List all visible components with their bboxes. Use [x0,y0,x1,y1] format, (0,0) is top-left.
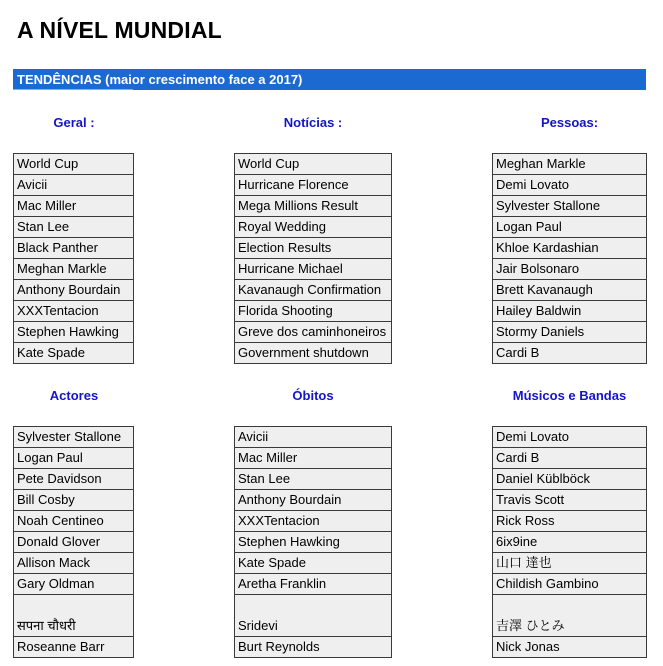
list-item: Stephen Hawking [14,322,134,343]
heading-musicos: Músicos e Bandas [512,388,627,403]
trends-banner [13,69,646,90]
table-row [14,490,134,511]
list-item: Hurricane Michael [235,259,392,280]
list-item: Cardi B [493,343,647,364]
table-row [493,196,647,217]
list-item: Mega Millions Result [235,196,392,217]
list-item: XXXTentacion [14,301,134,322]
list-item: Gary Oldman [14,574,134,595]
list-item: 吉澤 ひとみ [493,595,647,637]
table-row [493,322,647,343]
table-row [14,574,134,595]
table-row [14,343,134,364]
list-item: Sylvester Stallone [493,196,647,217]
list-item: Hailey Baldwin [493,301,647,322]
list-item: Bill Cosby [14,490,134,511]
list-item: Stormy Daniels [493,322,647,343]
table-row [14,301,134,322]
table-row [235,637,392,658]
list-item: World Cup [235,154,392,175]
list-item: Florida Shooting [235,301,392,322]
page-title: A NÍVEL MUNDIAL [17,17,222,43]
table-row [14,448,134,469]
table-row [14,427,134,448]
list-item: Noah Centineo [14,511,134,532]
list-item: Black Panther [14,238,134,259]
table-row [235,196,392,217]
table-row [493,511,647,532]
table-row [493,175,647,196]
list-item: Kavanaugh Confirmation [235,280,392,301]
table-row [493,343,647,364]
table-row [14,196,134,217]
list-item: Childish Gambino [493,574,647,595]
list-item: Roseanne Barr [14,637,134,658]
table-row [14,154,134,175]
table-row [235,511,392,532]
table-row [493,259,647,280]
table-row [493,532,647,553]
list-item: XXXTentacion [235,511,392,532]
table-row [493,238,647,259]
list-item: Greve dos caminhoneiros [235,322,392,343]
list-item: Mac Miller [235,448,392,469]
heading-obitos: Óbitos [292,388,334,403]
list-item: Royal Wedding [235,217,392,238]
list-obitos [234,426,392,658]
list-item: सपना चौधरी [14,595,134,637]
table-row [493,595,647,637]
heading-actores: Actores [49,388,99,403]
table-row [493,469,647,490]
table-row [14,322,134,343]
table-row [235,532,392,553]
list-item: Demi Lovato [493,175,647,196]
table-row [235,154,392,175]
table-row [493,280,647,301]
list-item: Mac Miller [14,196,134,217]
table-row [235,574,392,595]
list-noticias [234,153,392,364]
table-row [14,175,134,196]
list-item: 山口 達也 [493,553,647,574]
table-row [235,490,392,511]
list-item: Stan Lee [235,469,392,490]
list-item: Government shutdown [235,343,392,364]
table-row [14,595,134,637]
list-item: Allison Mack [14,553,134,574]
list-item: Avicii [235,427,392,448]
table-row [235,322,392,343]
list-item: Donald Glover [14,532,134,553]
list-musicos [492,426,647,658]
table-row [493,154,647,175]
table-row [14,259,134,280]
list-item: Meghan Markle [14,259,134,280]
list-item: Anthony Bourdain [235,490,392,511]
list-item: Burt Reynolds [235,637,392,658]
table-row [493,637,647,658]
list-item: Logan Paul [493,217,647,238]
list-item: Sridevi [235,595,392,637]
list-item: 6ix9ine [493,532,647,553]
list-item: Kate Spade [14,343,134,364]
table-row [14,238,134,259]
banner-underline [13,89,133,90]
table-row [493,427,647,448]
table-row [235,427,392,448]
list-item: Pete Davidson [14,469,134,490]
list-actores [13,426,134,658]
table-row [493,217,647,238]
list-item: Anthony Bourdain [14,280,134,301]
list-item: Rick Ross [493,511,647,532]
trends-banner-label: TENDÊNCIAS (maior crescimento face a 2017) [17,72,303,87]
table-row [235,343,392,364]
list-item: Aretha Franklin [235,574,392,595]
table-row [235,175,392,196]
heading-noticias: Notícias : [283,115,343,130]
heading-pessoas: Pessoas: [540,115,599,130]
list-pessoas [492,153,647,364]
list-item: Hurricane Florence [235,175,392,196]
list-item: Jair Bolsonaro [493,259,647,280]
table-row [493,490,647,511]
table-row [14,217,134,238]
table-row [235,595,392,637]
table-row [235,301,392,322]
table-row [235,448,392,469]
list-geral [13,153,134,364]
list-item: Sylvester Stallone [14,427,134,448]
list-item: Election Results [235,238,392,259]
table-row [14,469,134,490]
table-row [235,238,392,259]
table-row [14,511,134,532]
table-row [14,553,134,574]
list-item: Nick Jonas [493,637,647,658]
list-item: Travis Scott [493,490,647,511]
table-row [14,280,134,301]
list-item: Meghan Markle [493,154,647,175]
list-item: Demi Lovato [493,427,647,448]
list-item: Avicii [14,175,134,196]
table-row [235,553,392,574]
table-row [493,553,647,574]
heading-geral: Geral : [53,115,95,130]
list-item: Stan Lee [14,217,134,238]
table-row [235,280,392,301]
table-row [493,301,647,322]
table-row [14,532,134,553]
list-item: Cardi B [493,448,647,469]
list-item: Daniel Küblböck [493,469,647,490]
list-item: Stephen Hawking [235,532,392,553]
list-item: World Cup [14,154,134,175]
table-row [235,259,392,280]
list-item: Brett Kavanaugh [493,280,647,301]
list-item: Logan Paul [14,448,134,469]
table-row [235,469,392,490]
table-row [493,574,647,595]
list-item: Khloe Kardashian [493,238,647,259]
list-item: Kate Spade [235,553,392,574]
table-row [14,637,134,658]
table-row [235,217,392,238]
table-row [493,448,647,469]
